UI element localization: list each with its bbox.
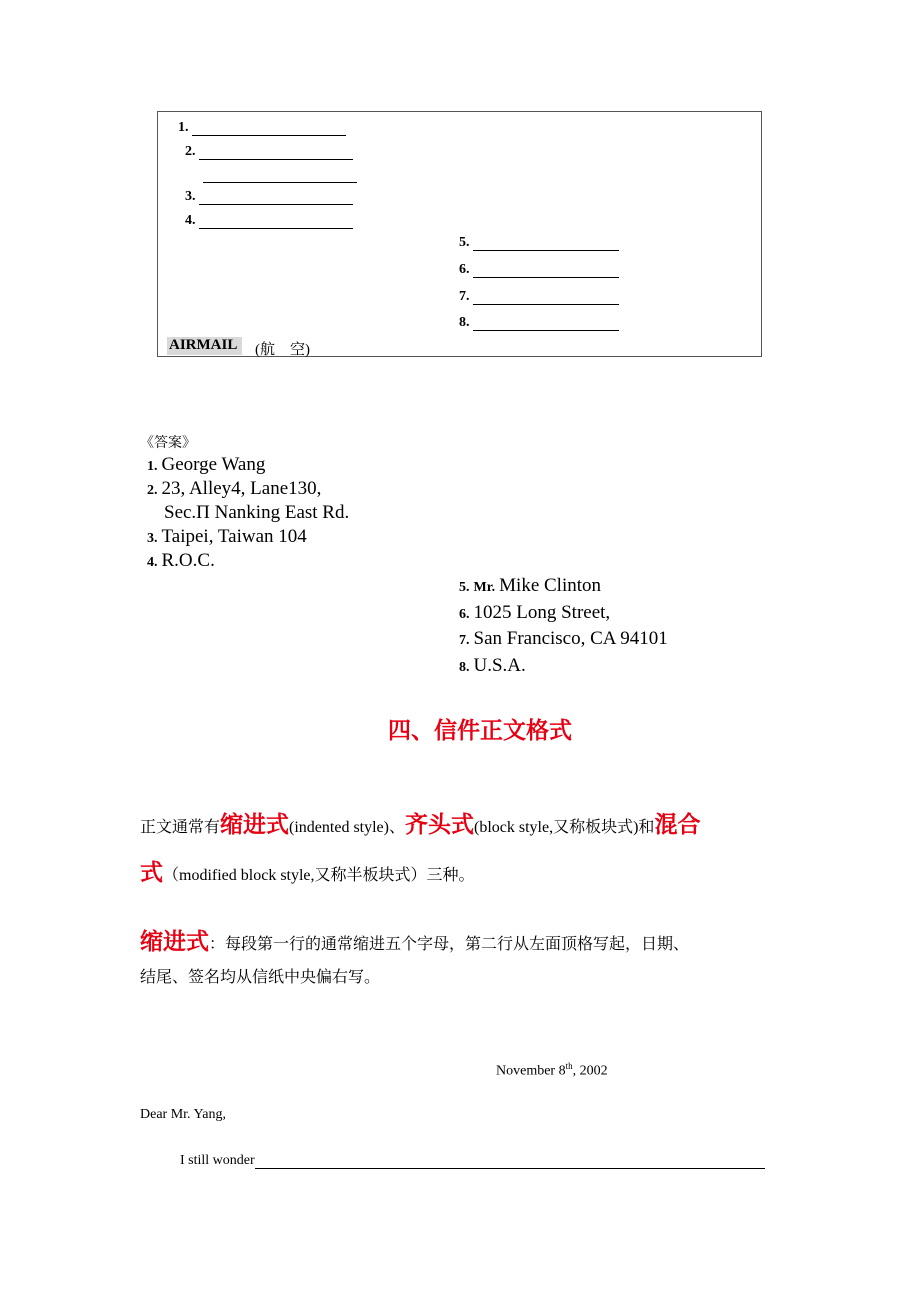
sender-line-2 [185,144,353,160]
answer-text: 23, Alley4, Lane130, [161,478,322,499]
answer-number: 7. [459,633,470,648]
indented-colon: ： [209,936,226,953]
answer-text: 1025 Long Street, [473,602,611,623]
sender-line-2b [200,167,357,183]
answer-number: 2. [147,483,158,498]
answer-number: 1. [147,459,158,474]
section-heading: 四、信件正文格式 [388,718,572,743]
answer-sender-2 [147,478,321,500]
line-number: 1. [178,120,189,135]
body-text: I still wonder [180,1153,255,1168]
answer-text: Mike Clinton [499,575,602,596]
answer-number: 8. [459,660,470,675]
sender-line-4 [185,213,353,229]
blank-line[interactable] [473,263,619,278]
airmail-cn-label: (航 空) [255,342,310,358]
answer-sender-4 [147,550,215,572]
answer-number: 5. [459,580,470,595]
answer-sender-2b [164,502,349,524]
indented-title: 缩进式 [140,929,209,955]
answer-text: U.S.A. [473,655,526,676]
line-number: 2. [185,144,196,159]
airmail-label: AIRMAIL [167,337,242,355]
recipient-line-8 [459,315,619,331]
recipient-line-6 [459,262,619,278]
letter-body-line [180,1153,765,1169]
answer-text: Sec.Π Nanking East Rd. [164,502,350,523]
recipient-line-5 [459,235,619,251]
line-number: 5. [459,235,470,250]
answer-sender-3 [147,526,307,548]
intro-text: (indented style)、 [289,819,405,836]
intro-text: （modified block style,又称半板块式）三种。 [163,867,475,884]
sender-line-3 [185,189,353,205]
answer-recipient-6 [459,602,610,624]
answer-number: 6. [459,607,470,622]
answer-prefix: Mr. [473,580,496,595]
indented-text: 每段第一行的通常缩进五个字母，第二行从左面顶格写起，日期、 [225,936,690,953]
line-number: 3. [185,189,196,204]
intro-line-2 [140,854,475,887]
blank-line[interactable] [199,145,353,160]
blank-line[interactable] [203,168,357,183]
intro-text: (block style,又称板块式)和 [474,819,655,836]
answer-text: Taipei, Taiwan 104 [161,526,307,547]
term-block: 齐头式 [405,812,474,838]
blank-line[interactable] [473,290,619,305]
answer-sender-1 [147,454,265,476]
answer-number: 4. [147,555,158,570]
recipient-line-7 [459,289,619,305]
answer-recipient-5 [459,575,601,597]
sender-line-1 [178,120,346,136]
date-year: , 2002 [572,1063,608,1079]
answer-number: 3. [147,531,158,546]
blank-line[interactable] [192,121,346,136]
indented-line-2 [140,964,380,987]
intro-text: 正文通常有 [140,819,221,836]
blank-line[interactable] [199,214,353,229]
date-superscript: th [565,1061,573,1071]
blank-line[interactable] [199,190,353,205]
blank-line[interactable] [473,236,619,251]
letter-date [496,1061,608,1080]
indented-line-1 [140,923,689,956]
answer-text: R.O.C. [161,550,215,571]
intro-line-1 [140,806,700,839]
line-number: 8. [459,315,470,330]
body-blank-line[interactable] [255,1154,765,1169]
date-text: November 8 [496,1063,566,1079]
term-indented: 缩进式 [220,812,290,838]
answer-label: 《答案》 [140,436,196,451]
letter-greeting: Dear Mr. Yang, [140,1107,226,1122]
answer-recipient-8 [459,655,526,677]
envelope-box [157,111,762,357]
line-number: 6. [459,262,470,277]
blank-line[interactable] [473,316,619,331]
answer-text: George Wang [161,454,266,475]
indented-text: 结尾、签名均从信纸中央偏右写。 [140,969,381,986]
answer-recipient-7 [459,628,668,650]
term-modified-end: 式 [140,860,163,886]
line-number: 4. [185,213,196,228]
line-number: 7. [459,289,470,304]
term-modified: 混合 [654,812,701,838]
answer-text: San Francisco, CA 94101 [473,628,668,649]
